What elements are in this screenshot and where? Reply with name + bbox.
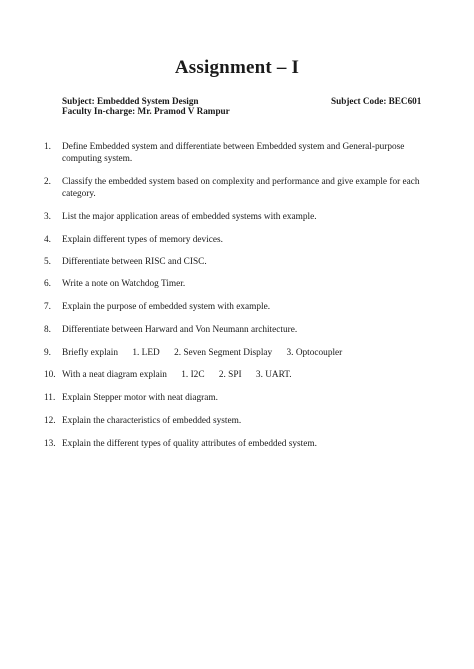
option-item: 3. UART. bbox=[255, 370, 292, 380]
question-number: 9. bbox=[44, 348, 51, 358]
question-number: 13. bbox=[44, 439, 56, 449]
question-number: 11. bbox=[44, 393, 56, 403]
option-item: 1. I2C bbox=[181, 370, 205, 380]
question-item bbox=[44, 347, 444, 359]
option-item: 3. Optocoupler bbox=[286, 348, 343, 358]
question-item bbox=[44, 438, 444, 450]
option-item: 2. SPI bbox=[218, 370, 242, 380]
question-number: 4. bbox=[44, 235, 51, 245]
question-item bbox=[44, 141, 444, 165]
question-text: Explain Stepper motor with neat diagram. bbox=[62, 393, 218, 403]
question-item bbox=[44, 392, 444, 404]
question-text: Explain the different types of quality attributes of embedded system. bbox=[62, 439, 317, 449]
question-prompt: With a neat diagram explain bbox=[62, 370, 167, 380]
faculty-label: Faculty In-charge: Mr. Pramod V Rampur bbox=[62, 106, 230, 116]
question-text: Explain the purpose of embedded system with example. bbox=[62, 302, 271, 312]
question-text: Define Embedded system and differentiate between Embedded system and General-purpose computing system. bbox=[62, 142, 405, 164]
question-text bbox=[62, 347, 444, 359]
question-prompt: Briefly explain bbox=[62, 348, 119, 358]
question-number: 12. bbox=[44, 416, 56, 426]
option-item: 1. LED bbox=[132, 348, 160, 358]
question-item bbox=[44, 176, 444, 200]
question-item bbox=[44, 256, 444, 268]
option-item: 2. Seven Segment Display bbox=[174, 348, 273, 358]
question-number: 6. bbox=[44, 279, 51, 289]
question-item bbox=[44, 234, 444, 246]
question-text: Classify the embedded system based on complexity and performance and give example for each category. bbox=[62, 177, 420, 199]
question-number: 5. bbox=[44, 257, 51, 267]
question-number: 7. bbox=[44, 302, 51, 312]
question-text: Differentiate between Harward and Von Neumann architecture. bbox=[62, 325, 298, 335]
question-number: 2. bbox=[44, 177, 51, 187]
question-number: 3. bbox=[44, 212, 51, 222]
question-number: 10. bbox=[44, 370, 56, 380]
subject-code-label: Subject Code: BEC601 bbox=[331, 96, 422, 106]
question-text: Explain the characteristics of embedded system. bbox=[62, 416, 242, 426]
question-text: Write a note on Watchdog Timer. bbox=[62, 279, 186, 289]
question-item bbox=[44, 301, 444, 313]
question-text: Explain different types of memory devices. bbox=[62, 235, 223, 245]
question-text: List the major application areas of embedded systems with example. bbox=[62, 212, 317, 222]
question-text bbox=[62, 369, 444, 381]
question-text: Differentiate between RISC and CISC. bbox=[62, 257, 207, 267]
question-item bbox=[44, 415, 444, 427]
question-number: 8. bbox=[44, 325, 51, 335]
question-number: 1. bbox=[44, 142, 51, 152]
question-item bbox=[44, 278, 444, 290]
subject-label: Subject: Embedded System Design bbox=[62, 96, 199, 106]
question-item bbox=[44, 369, 444, 381]
question-item bbox=[44, 211, 444, 223]
question-list bbox=[44, 141, 444, 461]
page-title: Assignment – I bbox=[174, 57, 300, 78]
question-item bbox=[44, 324, 444, 336]
